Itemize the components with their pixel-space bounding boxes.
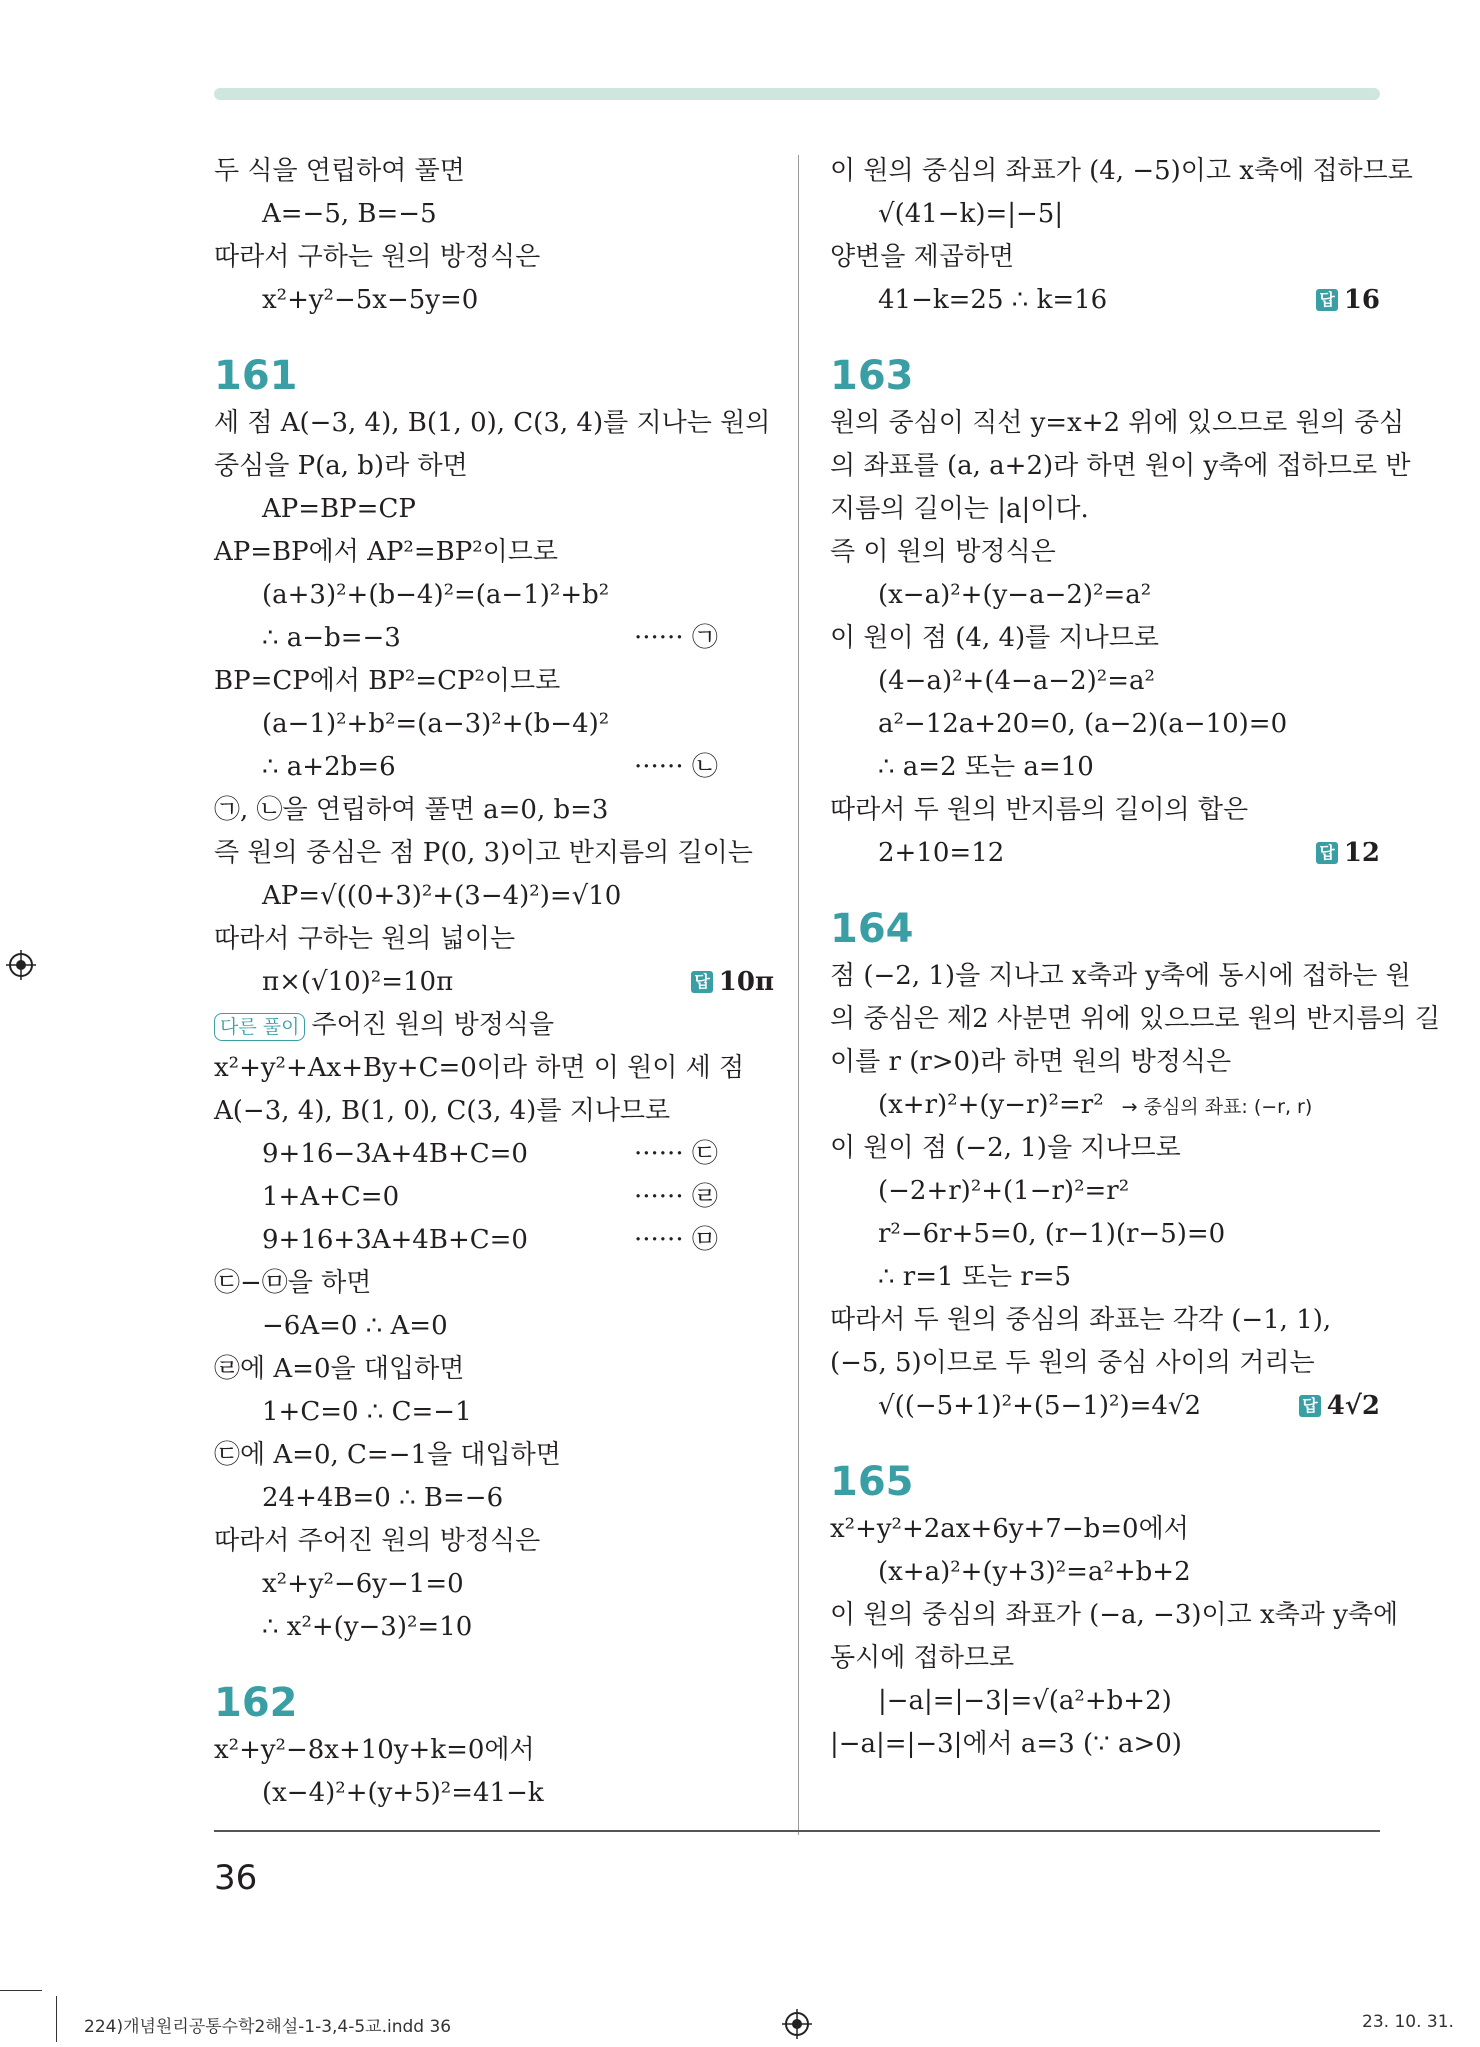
text-line — [214, 1133, 774, 1176]
text-line — [214, 402, 774, 445]
answer-badge: 답 — [1316, 842, 1337, 864]
text-line — [830, 574, 1380, 617]
line-text: (4−a)²+(4−a−2)²=a² — [878, 666, 1155, 696]
text-line — [214, 703, 774, 746]
text-line — [830, 1084, 1380, 1127]
text-line — [830, 746, 1380, 789]
right-column — [830, 150, 1441, 1766]
line-text: 이 원의 중심의 좌표가 (−a, −3)이고 x축과 y축에 — [830, 1600, 1399, 1630]
text-line — [830, 703, 1380, 746]
problem-number: 161 — [214, 353, 298, 399]
line-text: 9+16−3A+4B+C=0 — [262, 1139, 528, 1169]
text-line — [214, 1176, 774, 1219]
line-text: 지름의 길이는 |a|이다. — [830, 494, 1089, 524]
text-line — [830, 1637, 1380, 1680]
answer-badge: 답 — [1299, 1395, 1320, 1417]
line-text: 41−k=25 ∴ k=16 — [878, 285, 1108, 315]
text-line — [214, 789, 774, 832]
text-line — [214, 1047, 774, 1090]
line-text: 의 중심은 제2 사분면 위에 있으므로 원의 반지름의 길 — [830, 1004, 1441, 1034]
line-text: ∴ a+2b=6 — [262, 752, 396, 782]
line-text: 주어진 원의 방정식을 — [311, 1010, 555, 1040]
text-line — [214, 1477, 774, 1520]
problem-number: 163 — [830, 353, 914, 399]
answer-value: 16 — [1343, 285, 1380, 315]
bottom-rule — [214, 1830, 1380, 1832]
line-text: (x−a)²+(y−a−2)²=a² — [878, 580, 1152, 610]
text-line — [830, 150, 1413, 193]
alt-solution-tag: 다른 풀이 — [214, 1013, 305, 1041]
text-line — [830, 660, 1380, 703]
text-line — [214, 1606, 774, 1649]
line-text: 따라서 두 원의 반지름의 길이의 합은 — [830, 795, 1249, 825]
line-text: 두 식을 연립하여 풀면 — [214, 156, 465, 186]
equation-marker: ······ ㉡ — [634, 752, 718, 782]
text-line — [214, 1772, 774, 1815]
line-text: ㉣에 A=0을 대입하면 — [214, 1354, 465, 1384]
line-text: 즉 이 원의 방정식은 — [830, 537, 1056, 567]
line-text: 2+10=12 — [878, 838, 1005, 868]
text-line — [830, 193, 1380, 236]
text-line — [830, 1170, 1380, 1213]
text-line — [214, 445, 774, 488]
text-line — [830, 1213, 1380, 1256]
text-line — [214, 1004, 774, 1047]
text-line — [214, 1219, 774, 1262]
line-text: a²−12a+20=0, (a−2)(a−10)=0 — [878, 709, 1288, 739]
left-column — [214, 150, 774, 1815]
text-line — [830, 617, 1380, 660]
line-text: ∴ r=1 또는 r=5 — [878, 1262, 1072, 1292]
text-line — [214, 617, 774, 660]
footer-file-info: 224)개념원리공통수학2해설-1-3,4-5교.indd 36 — [84, 2017, 452, 2037]
text-line — [214, 1090, 774, 1133]
line-text: 원의 중심이 직선 y=x+2 위에 있으므로 원의 중심 — [830, 408, 1405, 438]
text-line — [214, 1520, 774, 1563]
text-line — [214, 832, 774, 875]
top-decorative-bar — [214, 88, 1380, 100]
text-line — [830, 789, 1380, 832]
line-text: ㉢에 A=0, C=−1을 대입하면 — [214, 1440, 561, 1470]
text-line — [830, 1256, 1380, 1299]
registration-mark-icon — [782, 2009, 812, 2039]
text-line — [830, 402, 1405, 445]
text-line — [830, 488, 1380, 531]
text-line — [830, 1551, 1380, 1594]
text-line — [830, 832, 1380, 875]
line-text: BP=CP에서 BP²=CP²이므로 — [214, 666, 561, 696]
crop-mark — [0, 1990, 42, 1991]
answer-value: 12 — [1343, 838, 1380, 868]
text-line — [830, 998, 1441, 1041]
text-line — [214, 1563, 774, 1606]
column-divider — [798, 155, 799, 1835]
line-text: x²+y²−5x−5y=0 — [262, 285, 479, 315]
text-line — [830, 1508, 1380, 1551]
text-line — [214, 531, 774, 574]
line-text: (a−1)²+b²=(a−3)²+(b−4)² — [262, 709, 610, 739]
problem-number: 164 — [830, 906, 914, 952]
line-text: A=−5, B=−5 — [262, 199, 437, 229]
problem-number: 162 — [214, 1680, 298, 1726]
text-line — [214, 1729, 774, 1772]
line-text: x²+y²−6y−1=0 — [262, 1569, 464, 1599]
line-text: (−5, 5)이므로 두 원의 중심 사이의 거리는 — [830, 1348, 1315, 1378]
text-line — [830, 1385, 1380, 1428]
text-line — [214, 193, 774, 236]
line-text: AP=√((0+3)²+(3−4)²)=√10 — [262, 881, 622, 911]
line-text: 따라서 구하는 원의 넓이는 — [214, 924, 516, 954]
text-line — [214, 1434, 774, 1477]
footer-date: 23. 10. 31. — [1362, 2012, 1454, 2032]
answer — [1316, 279, 1380, 322]
crop-mark — [56, 1996, 57, 2042]
line-text: (x+r)²+(y−r)²=r² — [878, 1090, 1104, 1120]
text-line — [214, 1305, 774, 1348]
line-text: ㉠, ㉡을 연립하여 풀면 a=0, b=3 — [214, 795, 609, 825]
equation-marker: ······ ㉠ — [634, 623, 718, 653]
text-line — [214, 150, 774, 193]
equation-marker: ······ ㉢ — [634, 1139, 718, 1169]
line-text: 이 원이 점 (−2, 1)을 지나므로 — [830, 1133, 1181, 1163]
line-text: (x+a)²+(y+3)²=a²+b+2 — [878, 1557, 1191, 1587]
text-line — [214, 1348, 774, 1391]
text-line — [214, 236, 774, 279]
line-text: √(41−k)=|−5| — [878, 199, 1064, 229]
answer — [1316, 832, 1380, 875]
line-text: ∴ a−b=−3 — [262, 623, 401, 653]
text-line — [214, 918, 774, 961]
text-line — [830, 445, 1411, 488]
line-text: 이를 r (r>0)라 하면 원의 방정식은 — [830, 1047, 1232, 1077]
answer-badge: 답 — [1316, 289, 1337, 311]
answer-value: 4√2 — [1326, 1391, 1380, 1421]
registration-mark-icon — [6, 950, 36, 980]
line-text: 양변을 제곱하면 — [830, 242, 1015, 272]
text-line — [214, 1391, 774, 1434]
text-line — [830, 1041, 1380, 1084]
line-text: (a+3)²+(b−4)²=(a−1)²+b² — [262, 580, 610, 610]
line-text: 이 원이 점 (4, 4)를 지나므로 — [830, 623, 1160, 653]
text-line — [214, 746, 774, 789]
line-text: (−2+r)²+(1−r)²=r² — [878, 1176, 1130, 1206]
side-note: → 중심의 좌표: (−r, r) — [1121, 1096, 1313, 1118]
line-text: x²+y²−8x+10y+k=0에서 — [214, 1735, 535, 1765]
line-text: 세 점 A(−3, 4), B(1, 0), C(3, 4)를 지나는 원의 — [214, 408, 771, 438]
line-text: |−a|=|−3|에서 a=3 (∵ a>0) — [830, 1729, 1182, 1759]
text-line — [830, 1342, 1380, 1385]
line-text: r²−6r+5=0, (r−1)(r−5)=0 — [878, 1219, 1226, 1249]
answer-value: 10π — [718, 967, 774, 997]
line-text: 중심을 P(a, b)라 하면 — [214, 451, 468, 481]
line-text: 즉 원의 중심은 점 P(0, 3)이고 반지름의 길이는 — [214, 838, 753, 868]
line-text: 1+A+C=0 — [262, 1182, 400, 1212]
line-text: 따라서 주어진 원의 방정식은 — [214, 1526, 541, 1556]
line-text: ㉢−㉤을 하면 — [214, 1268, 372, 1298]
problem-number: 165 — [830, 1459, 914, 1505]
page-number: 36 — [214, 1858, 258, 1898]
line-text: √((−5+1)²+(5−1)²)=4√2 — [878, 1391, 1202, 1421]
line-text: (x−4)²+(y+5)²=41−k — [262, 1778, 544, 1808]
line-text: −6A=0 ∴ A=0 — [262, 1311, 448, 1341]
text-line — [830, 1594, 1399, 1637]
text-line — [830, 1127, 1380, 1170]
text-line — [214, 961, 774, 1004]
equation-marker: ······ ㉤ — [634, 1225, 718, 1255]
equation-marker: ······ ㉣ — [634, 1182, 718, 1212]
text-line — [830, 1723, 1380, 1766]
answer — [691, 961, 774, 1004]
line-text: AP=BP에서 AP²=BP²이므로 — [214, 537, 559, 567]
line-text: x²+y²+2ax+6y+7−b=0에서 — [830, 1514, 1189, 1544]
text-line — [214, 660, 774, 703]
answer — [1299, 1385, 1380, 1428]
line-text: x²+y²+Ax+By+C=0이라 하면 이 원이 세 점 — [214, 1053, 745, 1083]
answer-badge: 답 — [691, 971, 712, 993]
line-text: π×(√10)²=10π — [262, 967, 454, 997]
text-line — [214, 279, 774, 322]
text-line — [830, 955, 1411, 998]
text-line — [214, 488, 774, 531]
line-text: |−a|=|−3|=√(a²+b+2) — [878, 1686, 1172, 1716]
text-line — [214, 875, 774, 918]
line-text: 24+4B=0 ∴ B=−6 — [262, 1483, 504, 1513]
line-text: 따라서 구하는 원의 방정식은 — [214, 242, 541, 272]
line-text: A(−3, 4), B(1, 0), C(3, 4)를 지나므로 — [214, 1096, 671, 1126]
line-text: 동시에 접하므로 — [830, 1643, 1015, 1673]
line-text: ∴ a=2 또는 a=10 — [878, 752, 1094, 782]
line-text: 1+C=0 ∴ C=−1 — [262, 1397, 472, 1427]
text-line — [830, 1680, 1380, 1723]
line-text: ∴ x²+(y−3)²=10 — [262, 1612, 473, 1642]
line-text: 9+16+3A+4B+C=0 — [262, 1225, 528, 1255]
text-line — [830, 531, 1380, 574]
text-line — [830, 236, 1380, 279]
text-line — [830, 1299, 1380, 1342]
text-line — [214, 574, 774, 617]
line-text: 이 원의 중심의 좌표가 (4, −5)이고 x축에 접하므로 — [830, 156, 1413, 186]
text-line — [830, 279, 1380, 322]
line-text: AP=BP=CP — [262, 494, 416, 524]
line-text: 따라서 두 원의 중심의 좌표는 각각 (−1, 1), — [830, 1305, 1332, 1335]
text-line — [214, 1262, 774, 1305]
line-text: 점 (−2, 1)을 지나고 x축과 y축에 동시에 접하는 원 — [830, 961, 1411, 991]
line-text: 의 좌표를 (a, a+2)라 하면 원이 y축에 접하므로 반 — [830, 451, 1411, 481]
